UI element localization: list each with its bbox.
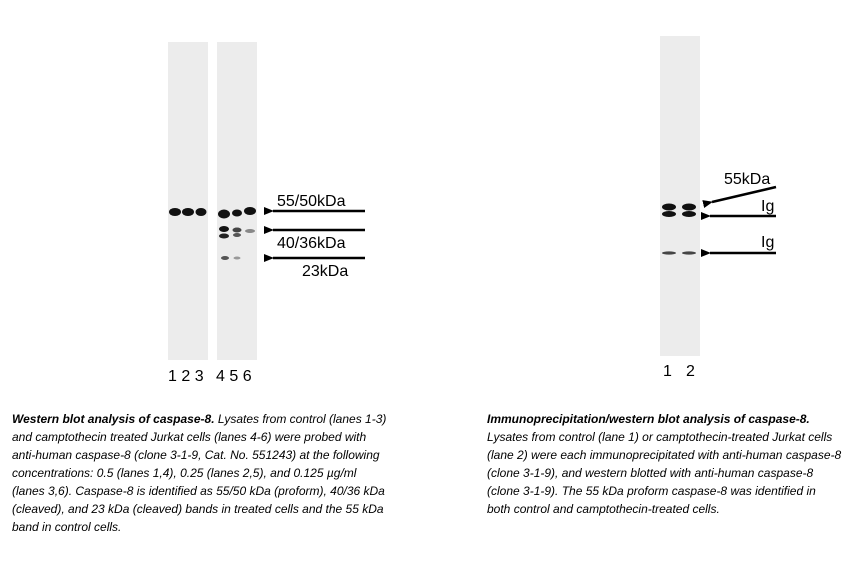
blot-strip-ip [660,36,700,356]
lane-label-2: 2 [686,363,695,380]
caption-right-body: Lysates from control (lane 1) or camptothecin-treated Jurkat cells (lane 2) were each immunoprecipitated with anti-human caspase-8 (clone 3-1-9), and western blotted with anti-human caspase-8 (clone 3-1-9). The 55 kDa proform caspase-8 was identified in both control and camptothecin-treated cells. [487,430,842,516]
marker-label-ig-light: Ig [761,234,775,251]
lane-label-1: 1 [663,363,672,380]
lane-labels-1-3: 1 2 3 [168,368,204,385]
blot-strip-treated [217,42,257,360]
caption-left [12,410,392,536]
marker-label-55-50kda: 55/50kDa [277,193,346,210]
marker-label-23kda: 23kDa [302,263,349,280]
band-55kda-control [169,208,207,216]
caption-left-body: Lysates from control (lanes 1-3) and camptothecin treated Jurkat cells (lanes 4-6) were probed with anti-human caspase-8 (clone 3-1-9, Cat. No. 551243) at the following concentrations: 0.5 (lanes 1,4), 0.25 (lanes 2,5), and 0.125 µg/ml (lanes 3,6). Caspase-8 is identified as 55/50 kDa (proform), 40/36 kDa (cleaved), and 23 kDa (cleaved) bands in treated cells and the 55 kDa band in control cells. [12,412,387,534]
blot-strip-control [168,42,208,360]
marker-label-ig-heavy: Ig [761,198,775,215]
caption-left-title: Western blot analysis of caspase-8. [12,412,215,426]
marker-label-40-36kda: 40/36kDa [277,235,346,252]
lane-labels-4-6: 4 5 6 [216,368,252,385]
marker-label-55kda-ip: 55kDa [724,171,771,188]
caption-right-title: Immunoprecipitation/western blot analysis of caspase-8. [487,412,810,426]
caption-right [487,410,842,518]
